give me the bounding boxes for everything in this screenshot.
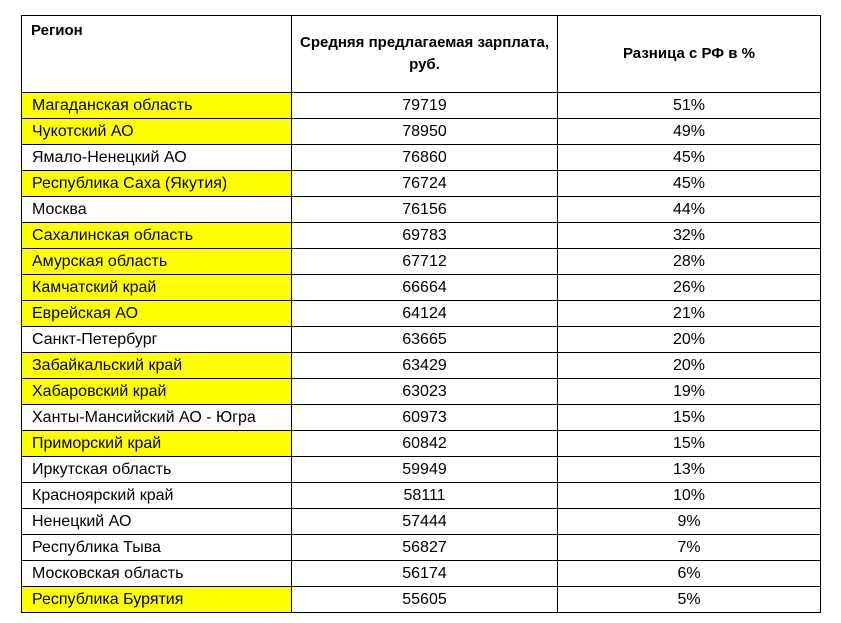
header-diff: Разница с РФ в %	[558, 16, 821, 93]
diff-cell: 15%	[558, 405, 821, 431]
salary-cell: 56827	[292, 535, 558, 561]
diff-cell: 44%	[558, 197, 821, 223]
diff-cell: 26%	[558, 275, 821, 301]
region-cell: Забайкальский край	[22, 353, 292, 379]
diff-cell: 21%	[558, 301, 821, 327]
table-body	[22, 93, 821, 613]
table-row	[22, 561, 821, 587]
salary-cell: 76724	[292, 171, 558, 197]
region-cell: Сахалинская область	[22, 223, 292, 249]
region-cell: Хабаровский край	[22, 379, 292, 405]
diff-cell: 6%	[558, 561, 821, 587]
region-cell: Московская область	[22, 561, 292, 587]
salary-cell: 64124	[292, 301, 558, 327]
diff-cell: 20%	[558, 327, 821, 353]
region-cell: Ямало-Ненецкий АО	[22, 145, 292, 171]
salary-cell: 58111	[292, 483, 558, 509]
salary-cell: 76156	[292, 197, 558, 223]
header-region: Регион	[22, 16, 292, 93]
diff-cell: 45%	[558, 171, 821, 197]
salary-cell: 69783	[292, 223, 558, 249]
region-cell: Еврейская АО	[22, 301, 292, 327]
salary-cell: 63023	[292, 379, 558, 405]
table-row	[22, 171, 821, 197]
table-row	[22, 275, 821, 301]
salary-cell: 55605	[292, 587, 558, 613]
diff-cell: 51%	[558, 93, 821, 119]
region-cell: Красноярский край	[22, 483, 292, 509]
diff-cell: 15%	[558, 431, 821, 457]
salary-cell: 59949	[292, 457, 558, 483]
diff-cell: 5%	[558, 587, 821, 613]
region-cell: Республика Тыва	[22, 535, 292, 561]
salary-cell: 67712	[292, 249, 558, 275]
table-row	[22, 93, 821, 119]
table-row	[22, 301, 821, 327]
diff-cell: 13%	[558, 457, 821, 483]
table-row	[22, 119, 821, 145]
region-cell: Республика Саха (Якутия)	[22, 171, 292, 197]
table-row	[22, 431, 821, 457]
salary-cell: 66664	[292, 275, 558, 301]
diff-cell: 7%	[558, 535, 821, 561]
region-cell: Ненецкий АО	[22, 509, 292, 535]
table-row	[22, 223, 821, 249]
region-cell: Приморский край	[22, 431, 292, 457]
table-row	[22, 197, 821, 223]
salary-cell: 63665	[292, 327, 558, 353]
table-row	[22, 249, 821, 275]
table-header	[22, 16, 821, 93]
diff-cell: 45%	[558, 145, 821, 171]
table-row	[22, 587, 821, 613]
region-cell: Москва	[22, 197, 292, 223]
region-cell: Ханты-Мансийский АО - Югра	[22, 405, 292, 431]
table-row	[22, 405, 821, 431]
salary-cell: 79719	[292, 93, 558, 119]
region-cell: Иркутская область	[22, 457, 292, 483]
salary-cell: 63429	[292, 353, 558, 379]
table-row	[22, 509, 821, 535]
salary-cell: 76860	[292, 145, 558, 171]
region-cell: Республика Бурятия	[22, 587, 292, 613]
header-row	[22, 16, 821, 93]
diff-cell: 9%	[558, 509, 821, 535]
diff-cell: 32%	[558, 223, 821, 249]
diff-cell: 28%	[558, 249, 821, 275]
region-cell: Камчатский край	[22, 275, 292, 301]
table-row	[22, 457, 821, 483]
header-salary: Средняя предлагаемая зарплата, руб.	[292, 16, 558, 93]
salary-table	[21, 15, 821, 613]
salary-cell: 60973	[292, 405, 558, 431]
region-cell: Магаданская область	[22, 93, 292, 119]
table-row	[22, 145, 821, 171]
diff-cell: 49%	[558, 119, 821, 145]
table-row	[22, 535, 821, 561]
table-row	[22, 327, 821, 353]
diff-cell: 19%	[558, 379, 821, 405]
region-cell: Санкт-Петербург	[22, 327, 292, 353]
region-cell: Чукотский АО	[22, 119, 292, 145]
table-row	[22, 379, 821, 405]
salary-cell: 57444	[292, 509, 558, 535]
diff-cell: 20%	[558, 353, 821, 379]
table-row	[22, 483, 821, 509]
table-row	[22, 353, 821, 379]
salary-cell: 78950	[292, 119, 558, 145]
salary-cell: 60842	[292, 431, 558, 457]
diff-cell: 10%	[558, 483, 821, 509]
region-cell: Амурская область	[22, 249, 292, 275]
salary-cell: 56174	[292, 561, 558, 587]
